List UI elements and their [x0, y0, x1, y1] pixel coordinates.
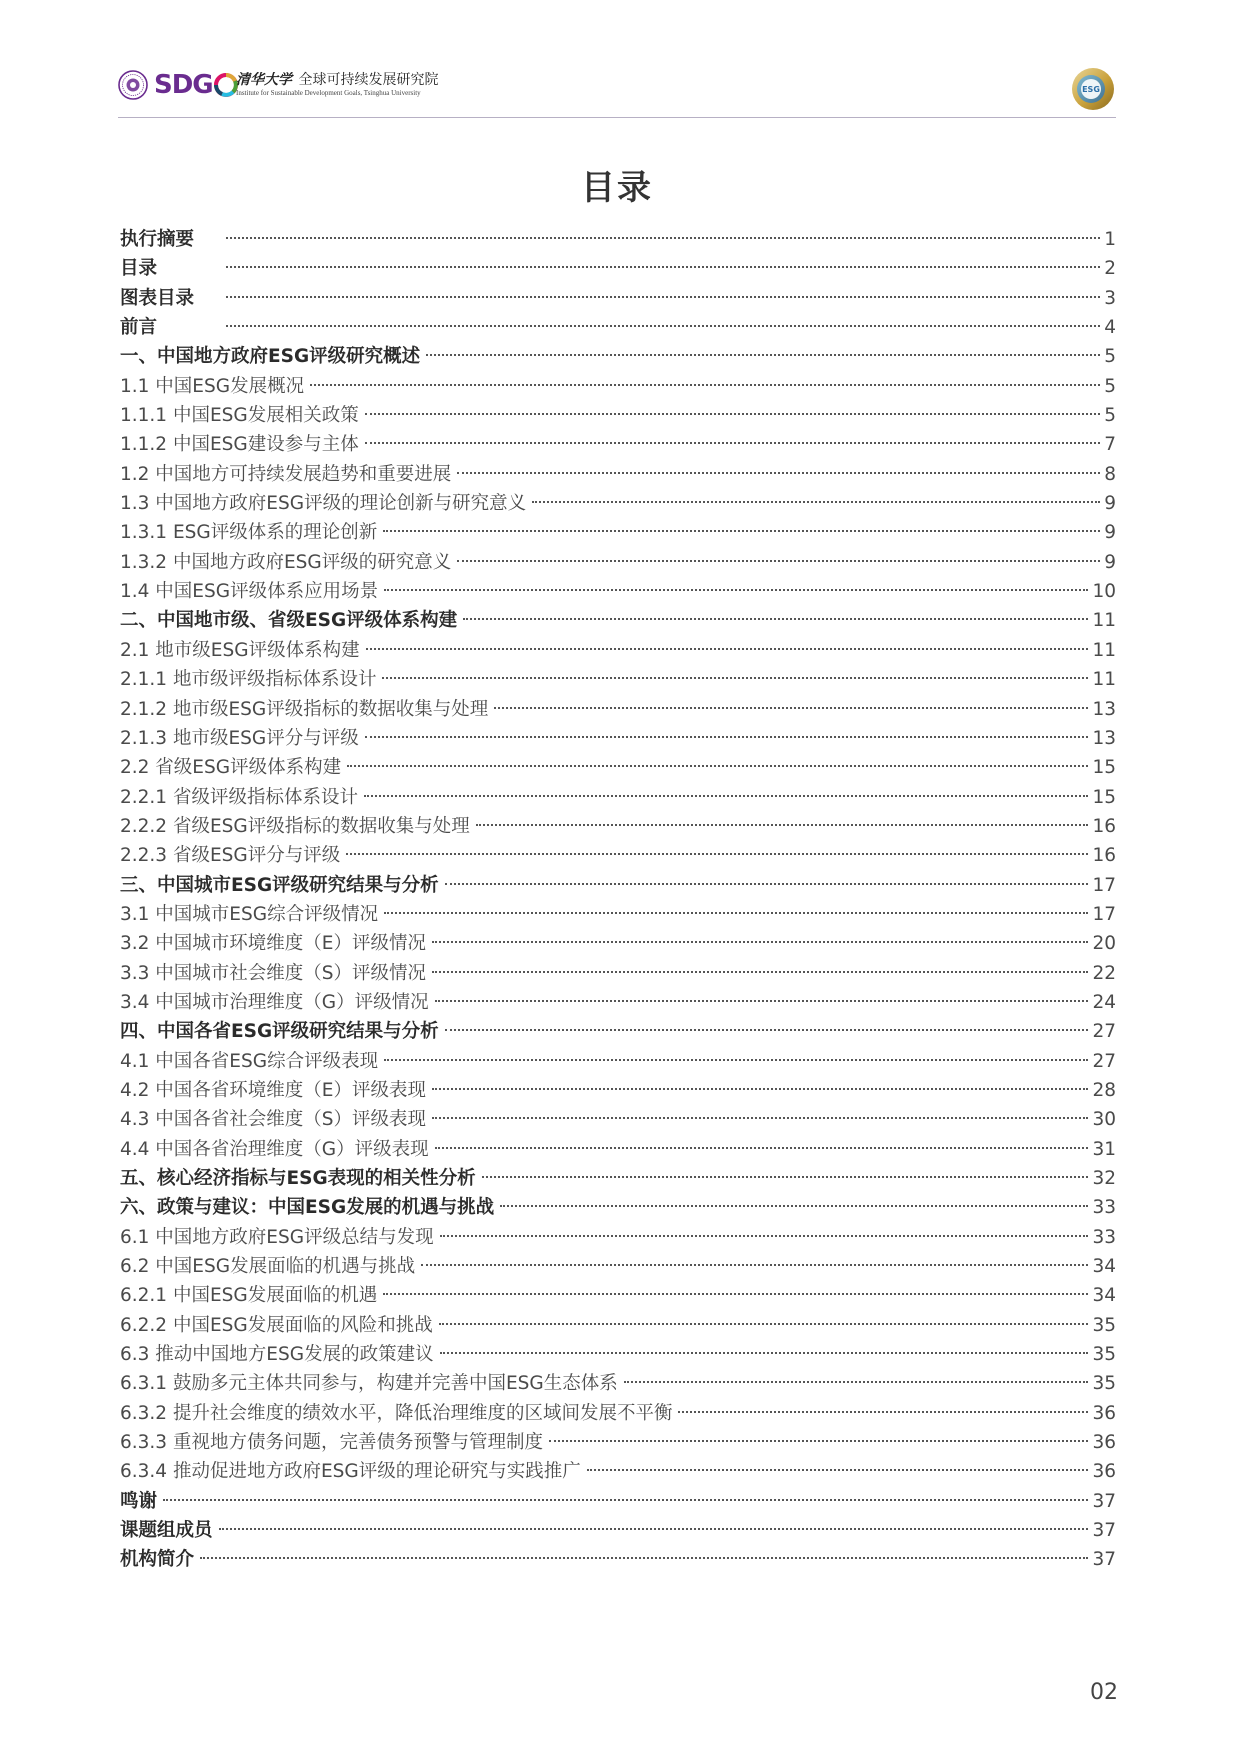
toc-entry-page: 16: [1092, 845, 1116, 867]
toc-entry[interactable]: [120, 518, 1116, 547]
sdg-mark: SDG: [154, 70, 213, 100]
toc-leader-dots: [384, 1059, 1088, 1061]
toc-entry-page: 17: [1092, 874, 1116, 896]
toc-entry[interactable]: [120, 1399, 1116, 1428]
toc-entry-label: 机构简介: [120, 1549, 195, 1571]
toc-leader-dots: [432, 1088, 1088, 1090]
toc-entry[interactable]: [120, 1135, 1116, 1164]
toc-leader-dots: [383, 1293, 1088, 1295]
toc-leader-dots: [457, 472, 1100, 474]
toc-entry[interactable]: [120, 1281, 1116, 1310]
toc-entry[interactable]: [120, 1487, 1116, 1516]
toc-leader-dots: [383, 530, 1100, 532]
toc-entry-page: 15: [1092, 786, 1116, 808]
toc-entry[interactable]: [120, 1311, 1116, 1340]
institute-name-cn: 全球可持续发展研究院: [298, 72, 439, 88]
toc-entry-page: 35: [1092, 1373, 1116, 1395]
tsinghua-brand: 清华大学: [236, 72, 292, 88]
toc-leader-dots: [440, 1352, 1089, 1354]
toc-entry-label: 6.3.3 重视地方债务问题，完善债务预警与管理制度: [120, 1432, 543, 1454]
toc-entry-label: 6.1 中国地方政府ESG评级总结与发现: [120, 1226, 434, 1248]
toc-entry[interactable]: [120, 1223, 1116, 1252]
toc-entry[interactable]: [120, 1457, 1116, 1486]
esg-badge-icon: [1070, 66, 1116, 112]
toc-entry[interactable]: [120, 1017, 1116, 1046]
toc-entry-page: 3: [1104, 287, 1116, 309]
toc-leader-dots: [426, 354, 1100, 356]
toc-entry-page: 35: [1092, 1344, 1116, 1366]
toc-entry[interactable]: [120, 372, 1116, 401]
toc-entry-page: 9: [1104, 522, 1116, 544]
toc-entry-page: 34: [1092, 1256, 1116, 1278]
toc-entry-label: 3.2 中国城市环境维度（E）评级情况: [120, 933, 426, 955]
toc-leader-dots: [226, 266, 1100, 268]
toc-entry[interactable]: [120, 606, 1116, 635]
toc-entry-page: 37: [1092, 1549, 1116, 1571]
toc-entry-label: 二、中国地市级、省级ESG评级体系构建: [120, 610, 458, 632]
toc-entry[interactable]: [120, 1252, 1116, 1281]
toc-entry-page: 4: [1104, 317, 1116, 339]
toc-entry-page: 16: [1092, 815, 1116, 837]
toc-leader-dots: [432, 1117, 1088, 1119]
toc-entry-page: 33: [1092, 1197, 1116, 1219]
toc-entry[interactable]: [120, 841, 1116, 870]
toc-entry-label: 2.1 地市级ESG评级体系构建: [120, 639, 360, 661]
toc-entry-label: 1.2 中国地方可持续发展趋势和重要进展: [120, 463, 452, 485]
toc-entry-page: 9: [1104, 493, 1116, 515]
toc-entry-page: 28: [1092, 1079, 1116, 1101]
toc-entry-page: 11: [1092, 669, 1116, 691]
toc-entry-page: 36: [1092, 1432, 1116, 1454]
toc-leader-dots: [310, 384, 1100, 386]
toc-entry[interactable]: [120, 900, 1116, 929]
toc-entry-page: 30: [1092, 1109, 1116, 1131]
toc-entry-label: 目录: [120, 258, 158, 280]
toc-leader-dots: [384, 912, 1088, 914]
page-title: 目录: [581, 168, 653, 208]
toc-entry[interactable]: [120, 225, 1116, 254]
toc-entry[interactable]: [120, 577, 1116, 606]
toc-leader-dots: [366, 648, 1089, 650]
tsinghua-seal-icon: [118, 70, 148, 100]
toc-entry[interactable]: [120, 1428, 1116, 1457]
toc-entry[interactable]: [120, 959, 1116, 988]
toc-entry-page: 37: [1092, 1490, 1116, 1512]
toc-entry-label: 6.2.1 中国ESG发展面临的机遇: [120, 1285, 378, 1307]
toc-entry-page: 34: [1092, 1285, 1116, 1307]
toc-entry-label: 执行摘要: [120, 229, 195, 250]
toc-entry-page: 37: [1092, 1520, 1116, 1542]
toc-leader-dots: [678, 1411, 1088, 1413]
toc-entry[interactable]: [120, 254, 1116, 283]
toc-entry-label: 6.3.2 提升社会维度的绩效水平，降低治理维度的区域间发展不平衡: [120, 1402, 673, 1424]
toc-entry[interactable]: [120, 724, 1116, 753]
toc-entry[interactable]: [120, 988, 1116, 1017]
toc-entry-label: 6.3.1 鼓励多元主体共同参与，构建并完善中国ESG生态体系: [120, 1373, 618, 1395]
toc-leader-dots: [347, 765, 1088, 767]
toc-entry[interactable]: [120, 401, 1116, 430]
sdg-logo: [154, 68, 238, 102]
toc-entry-label: 2.2 省级ESG评级体系构建: [120, 757, 342, 779]
toc-entry-label: 4.3 中国各省社会维度（S）评级表现: [120, 1109, 427, 1131]
toc-leader-dots: [382, 677, 1088, 679]
toc-entry-page: 27: [1092, 1050, 1116, 1072]
table-of-contents: [120, 225, 1116, 1575]
toc-entry-label: 四、中国各省ESG评级研究结果与分析: [120, 1021, 439, 1043]
toc-leader-dots: [432, 971, 1088, 973]
toc-entry-label: 3.4 中国城市治理维度（G）评级情况: [120, 991, 429, 1013]
toc-entry-label: 1.1 中国ESG发展概况: [120, 375, 305, 397]
toc-entry-label: 3.3 中国城市社会维度（S）评级情况: [120, 962, 427, 984]
toc-entry-label: 图表目录: [120, 287, 195, 309]
toc-leader-dots: [346, 853, 1088, 855]
toc-entry[interactable]: [120, 1164, 1116, 1193]
toc-entry-label: 一、中国地方政府ESG评级研究概述: [120, 346, 421, 368]
toc-entry[interactable]: [120, 460, 1116, 489]
toc-entry-label: 2.2.1 省级评级指标体系设计: [120, 786, 358, 808]
toc-entry-label: 2.1.3 地市级ESG评分与评级: [120, 727, 359, 749]
toc-entry[interactable]: [120, 430, 1116, 459]
toc-entry-page: 11: [1092, 610, 1116, 632]
toc-entry-page: 8: [1104, 463, 1116, 485]
toc-entry-page: 10: [1092, 581, 1116, 603]
toc-leader-dots: [163, 1499, 1088, 1501]
toc-entry[interactable]: [120, 313, 1116, 342]
toc-entry[interactable]: [120, 1516, 1116, 1545]
toc-entry-label: 6.3.4 推动促进地方政府ESG评级的理论研究与实践推广: [120, 1461, 581, 1483]
toc-entry-page: 20: [1092, 933, 1116, 955]
page-header: [118, 66, 1116, 116]
toc-entry-page: 5: [1104, 375, 1116, 397]
toc-entry[interactable]: [120, 753, 1116, 782]
esg-badge-text: ESG: [1082, 85, 1100, 94]
toc-entry-page: 36: [1092, 1402, 1116, 1424]
toc-entry-label: 六、政策与建议：中国ESG发展的机遇与挑战: [120, 1197, 495, 1219]
toc-leader-dots: [421, 1264, 1088, 1266]
toc-leader-dots: [445, 1029, 1089, 1031]
toc-entry-page: 27: [1092, 1021, 1116, 1043]
toc-leader-dots: [439, 1323, 1089, 1325]
page-number: 02: [1090, 1680, 1118, 1705]
toc-leader-dots: [435, 1147, 1089, 1149]
toc-entry-page: 5: [1104, 346, 1116, 368]
toc-entry-label: 2.2.3 省级ESG评分与评级: [120, 845, 341, 867]
toc-leader-dots: [432, 941, 1088, 943]
toc-entry-label: 4.2 中国各省环境维度（E）评级表现: [120, 1079, 426, 1101]
toc-entry-label: 课题组成员: [120, 1520, 213, 1542]
toc-entry-page: 5: [1104, 405, 1116, 427]
toc-entry-page: 1: [1104, 229, 1116, 250]
toc-entry-label: 6.2.2 中国ESG发展面临的风险和挑战: [120, 1314, 433, 1336]
toc-entry[interactable]: [120, 1076, 1116, 1105]
sdg-wheel-icon: [214, 73, 238, 97]
toc-leader-dots: [500, 1205, 1088, 1207]
toc-leader-dots: [200, 1557, 1088, 1559]
toc-entry-label: 五、核心经济指标与ESG表现的相关性分析: [120, 1168, 476, 1189]
toc-entry-page: 22: [1092, 962, 1116, 984]
toc-entry-label: 6.3 推动中国地方ESG发展的政策建议: [120, 1344, 434, 1366]
toc-entry-label: 1.1.1 中国ESG发展相关政策: [120, 405, 359, 427]
toc-leader-dots: [365, 442, 1100, 444]
toc-leader-dots: [365, 736, 1089, 738]
toc-leader-dots: [226, 296, 1100, 298]
toc-entry[interactable]: [120, 812, 1116, 841]
toc-entry-page: 2: [1104, 258, 1116, 280]
toc-entry-page: 13: [1092, 698, 1116, 720]
institute-name-en: Institute for Sustainable Development Goals, Tsinghua University: [236, 89, 421, 97]
toc-entry-page: 15: [1092, 757, 1116, 779]
toc-entry[interactable]: [120, 636, 1116, 665]
toc-leader-dots: [482, 1176, 1089, 1178]
toc-entry-page: 17: [1092, 903, 1116, 925]
toc-entry[interactable]: [120, 284, 1116, 313]
toc-leader-dots: [532, 501, 1100, 503]
toc-entry-page: 31: [1092, 1138, 1116, 1160]
institute-name: [236, 72, 438, 97]
toc-entry-label: 3.1 中国城市ESG综合评级情况: [120, 903, 379, 925]
toc-entry-label: 前言: [120, 317, 158, 339]
toc-leader-dots: [476, 824, 1089, 826]
toc-leader-dots: [549, 1440, 1088, 1442]
toc-entry-page: 24: [1092, 991, 1116, 1013]
toc-entry-page: 32: [1092, 1168, 1116, 1189]
toc-leader-dots: [384, 589, 1088, 591]
toc-leader-dots: [463, 618, 1088, 620]
toc-entry[interactable]: [120, 871, 1116, 900]
toc-entry[interactable]: [120, 695, 1116, 724]
toc-leader-dots: [494, 707, 1088, 709]
toc-leader-dots: [226, 325, 1100, 327]
toc-entry-page: 13: [1092, 727, 1116, 749]
toc-entry-label: 1.3.2 中国地方政府ESG评级的研究意义: [120, 551, 452, 573]
toc-leader-dots: [226, 237, 1100, 239]
toc-entry-label: 1.3 中国地方政府ESG评级的理论创新与研究意义: [120, 493, 527, 515]
toc-entry-label: 1.3.1 ESG评级体系的理论创新: [120, 522, 378, 544]
toc-entry-page: 9: [1104, 551, 1116, 573]
toc-entry-label: 4.1 中国各省ESG综合评级表现: [120, 1050, 379, 1072]
toc-entry-label: 2.2.2 省级ESG评级指标的数据收集与处理: [120, 815, 470, 837]
toc-entry-label: 1.1.2 中国ESG建设参与主体: [120, 434, 359, 456]
toc-leader-dots: [624, 1381, 1089, 1383]
toc-leader-dots: [435, 1000, 1089, 1002]
toc-leader-dots: [219, 1528, 1089, 1530]
toc-entry[interactable]: [120, 1545, 1116, 1574]
toc-entry-page: 33: [1092, 1226, 1116, 1248]
toc-leader-dots: [457, 560, 1100, 562]
toc-entry[interactable]: [120, 929, 1116, 958]
toc-leader-dots: [587, 1469, 1089, 1471]
toc-entry[interactable]: [120, 342, 1116, 371]
toc-entry-label: 鸣谢: [120, 1490, 158, 1512]
toc-entry[interactable]: [120, 665, 1116, 694]
toc-entry[interactable]: [120, 1340, 1116, 1369]
toc-leader-dots: [365, 413, 1100, 415]
toc-entry-page: 36: [1092, 1461, 1116, 1483]
toc-entry-label: 2.1.2 地市级ESG评级指标的数据收集与处理: [120, 698, 489, 720]
toc-entry[interactable]: [120, 1369, 1116, 1398]
toc-entry-label: 6.2 中国ESG发展面临的机遇与挑战: [120, 1256, 416, 1278]
toc-entry[interactable]: [120, 1047, 1116, 1076]
toc-entry-page: 7: [1104, 434, 1116, 456]
toc-leader-dots: [364, 795, 1088, 797]
header-divider: [118, 117, 1116, 118]
toc-entry[interactable]: [120, 489, 1116, 518]
toc-entry-label: 4.4 中国各省治理维度（G）评级表现: [120, 1138, 429, 1160]
toc-leader-dots: [440, 1235, 1089, 1237]
toc-entry[interactable]: [120, 548, 1116, 577]
toc-entry-page: 35: [1092, 1314, 1116, 1336]
toc-entry[interactable]: [120, 1193, 1116, 1222]
toc-entry-label: 2.1.1 地市级评级指标体系设计: [120, 669, 377, 691]
toc-entry[interactable]: [120, 1105, 1116, 1134]
toc-entry-label: 1.4 中国ESG评级体系应用场景: [120, 581, 379, 603]
toc-entry[interactable]: [120, 783, 1116, 812]
toc-entry-page: 11: [1092, 639, 1116, 661]
toc-entry-label: 三、中国城市ESG评级研究结果与分析: [120, 874, 439, 896]
toc-leader-dots: [445, 883, 1089, 885]
